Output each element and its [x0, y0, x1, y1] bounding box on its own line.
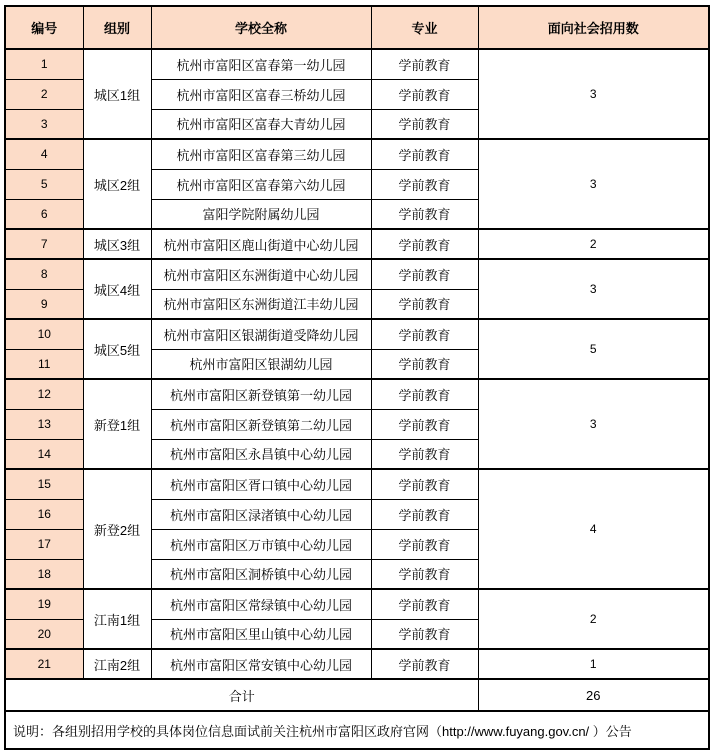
- row-number-cell: 16: [5, 499, 83, 529]
- row-number-cell: 1: [5, 49, 83, 79]
- table-row: [5, 379, 709, 409]
- school-name-cell: 杭州市富阳区东洲街道中心幼儿园: [151, 259, 371, 289]
- school-name-cell: 杭州市富阳区富春第六幼儿园: [151, 169, 371, 199]
- school-name-cell: 杭州市富阳区新登镇第二幼儿园: [151, 409, 371, 439]
- major-cell: 学前教育: [371, 259, 478, 289]
- row-number-cell: 21: [5, 649, 83, 679]
- major-cell: 学前教育: [371, 109, 478, 139]
- major-cell: 学前教育: [371, 589, 478, 619]
- school-name-cell: 杭州市富阳区常安镇中心幼儿园: [151, 649, 371, 679]
- major-cell: 学前教育: [371, 229, 478, 259]
- group-name-cell: 新登1组: [83, 379, 151, 469]
- major-cell: 学前教育: [371, 289, 478, 319]
- column-header-school: 学校全称: [151, 6, 371, 49]
- major-cell: 学前教育: [371, 469, 478, 499]
- recruit-count-cell: 5: [478, 319, 709, 379]
- school-name-cell: 杭州市富阳区新登镇第一幼儿园: [151, 379, 371, 409]
- row-number-cell: 5: [5, 169, 83, 199]
- school-name-cell: 杭州市富阳区胥口镇中心幼儿园: [151, 469, 371, 499]
- school-name-cell: 杭州市富阳区银湖幼儿园: [151, 349, 371, 379]
- row-number-cell: 8: [5, 259, 83, 289]
- total-label-cell: 合计: [5, 679, 478, 711]
- major-cell: 学前教育: [371, 79, 478, 109]
- row-number-cell: 10: [5, 319, 83, 349]
- group-name-cell: 城区3组: [83, 229, 151, 259]
- school-name-cell: 杭州市富阳区富春第三幼儿园: [151, 139, 371, 169]
- school-name-cell: 杭州市富阳区万市镇中心幼儿园: [151, 529, 371, 559]
- column-header-group: 组别: [83, 6, 151, 49]
- school-name-cell: 杭州市富阳区永昌镇中心幼儿园: [151, 439, 371, 469]
- table-row: [5, 229, 709, 259]
- recruit-count-cell: 3: [478, 259, 709, 319]
- major-cell: 学前教育: [371, 499, 478, 529]
- row-number-cell: 4: [5, 139, 83, 169]
- major-cell: 学前教育: [371, 319, 478, 349]
- recruit-count-cell: 2: [478, 229, 709, 259]
- column-header-major: 专业: [371, 6, 478, 49]
- total-row: [5, 679, 709, 711]
- major-cell: 学前教育: [371, 49, 478, 79]
- table-row: [5, 469, 709, 499]
- row-number-cell: 14: [5, 439, 83, 469]
- major-cell: 学前教育: [371, 439, 478, 469]
- recruit-count-cell: 1: [478, 649, 709, 679]
- table-row: [5, 139, 709, 169]
- group-name-cell: 新登2组: [83, 469, 151, 589]
- major-cell: 学前教育: [371, 379, 478, 409]
- note-row: [5, 711, 709, 749]
- school-name-cell: 杭州市富阳区东洲街道江丰幼儿园: [151, 289, 371, 319]
- row-number-cell: 3: [5, 109, 83, 139]
- recruit-count-cell: 3: [478, 379, 709, 469]
- row-number-cell: 17: [5, 529, 83, 559]
- row-number-cell: 19: [5, 589, 83, 619]
- table-header: [5, 6, 709, 49]
- row-number-cell: 6: [5, 199, 83, 229]
- column-header-recruit-count: 面向社会招用数: [478, 6, 709, 49]
- row-number-cell: 9: [5, 289, 83, 319]
- school-name-cell: 杭州市富阳区里山镇中心幼儿园: [151, 619, 371, 649]
- row-number-cell: 12: [5, 379, 83, 409]
- major-cell: 学前教育: [371, 559, 478, 589]
- major-cell: 学前教育: [371, 349, 478, 379]
- school-name-cell: 杭州市富阳区银湖街道受降幼儿园: [151, 319, 371, 349]
- table-row: [5, 649, 709, 679]
- school-name-cell: 富阳学院附属幼儿园: [151, 199, 371, 229]
- school-name-cell: 杭州市富阳区富春大青幼儿园: [151, 109, 371, 139]
- column-header-number: 编号: [5, 6, 83, 49]
- major-cell: 学前教育: [371, 619, 478, 649]
- school-name-cell: 杭州市富阳区鹿山街道中心幼儿园: [151, 229, 371, 259]
- recruit-count-cell: 3: [478, 139, 709, 229]
- recruit-count-cell: 2: [478, 589, 709, 649]
- school-name-cell: 杭州市富阳区渌渚镇中心幼儿园: [151, 499, 371, 529]
- major-cell: 学前教育: [371, 199, 478, 229]
- note-cell: 说明：各组别招用学校的具体岗位信息面试前关注杭州市富阳区政府官网（http://www.fuyang.gov.cn/ ）公告: [5, 711, 709, 749]
- table-row: [5, 49, 709, 79]
- recruit-count-cell: 4: [478, 469, 709, 589]
- row-number-cell: 7: [5, 229, 83, 259]
- table-row: [5, 589, 709, 619]
- school-name-cell: 杭州市富阳区常绿镇中心幼儿园: [151, 589, 371, 619]
- school-name-cell: 杭州市富阳区富春第一幼儿园: [151, 49, 371, 79]
- major-cell: 学前教育: [371, 169, 478, 199]
- row-number-cell: 13: [5, 409, 83, 439]
- row-number-cell: 11: [5, 349, 83, 379]
- header-row: [5, 6, 709, 49]
- total-value-cell: 26: [478, 679, 709, 711]
- row-number-cell: 2: [5, 79, 83, 109]
- recruitment-table: [4, 5, 710, 750]
- major-cell: 学前教育: [371, 409, 478, 439]
- recruit-count-cell: 3: [478, 49, 709, 139]
- row-number-cell: 20: [5, 619, 83, 649]
- school-name-cell: 杭州市富阳区洞桥镇中心幼儿园: [151, 559, 371, 589]
- group-name-cell: 城区5组: [83, 319, 151, 379]
- table-body: [5, 49, 709, 749]
- table-row: [5, 259, 709, 289]
- row-number-cell: 18: [5, 559, 83, 589]
- table-row: [5, 319, 709, 349]
- major-cell: 学前教育: [371, 139, 478, 169]
- group-name-cell: 江南2组: [83, 649, 151, 679]
- major-cell: 学前教育: [371, 529, 478, 559]
- group-name-cell: 城区2组: [83, 139, 151, 229]
- row-number-cell: 15: [5, 469, 83, 499]
- group-name-cell: 江南1组: [83, 589, 151, 649]
- school-name-cell: 杭州市富阳区富春三桥幼儿园: [151, 79, 371, 109]
- group-name-cell: 城区4组: [83, 259, 151, 319]
- group-name-cell: 城区1组: [83, 49, 151, 139]
- major-cell: 学前教育: [371, 649, 478, 679]
